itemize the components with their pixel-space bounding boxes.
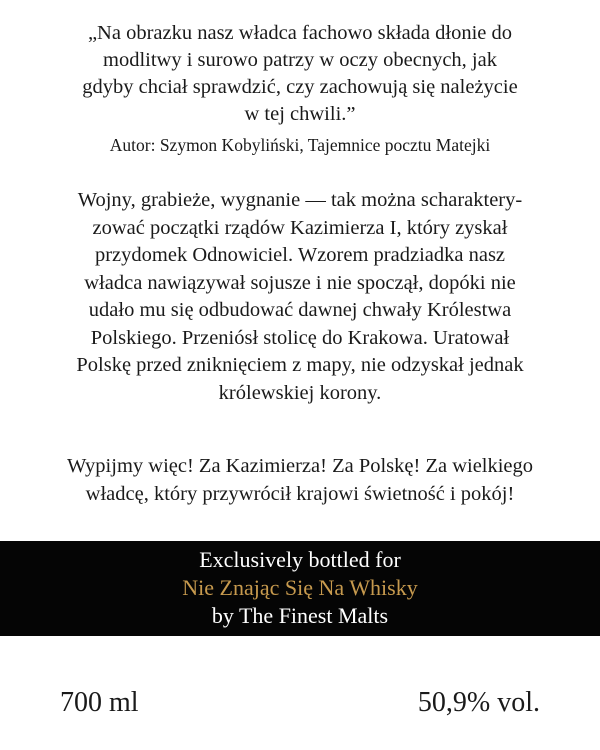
bottler-banner	[0, 541, 600, 636]
quote-block	[0, 20, 600, 128]
paragraph-line: Wypijmy więc! Za Kazimierza! Za Polskę! Za wielkiego	[66, 455, 534, 477]
quote-author: Autor: Szymon Kobyliński, Tajemnice pocztu Matejki	[109, 135, 491, 155]
toast-paragraph	[0, 453, 600, 508]
paragraph-line: władca nawiązywał sojusze i nie spoczął, dopóki nie	[84, 271, 516, 294]
abv-label: 50,9% vol.	[417, 687, 540, 718]
volume-label: 700 ml	[60, 687, 139, 718]
quote-line: modlitwy i surowo patrzy w oczy obecnych, jak	[103, 49, 497, 71]
paragraph-line: Polskę przed zniknięciem z mapy, nie odzyskał jednak	[76, 354, 524, 376]
paragraph-line: Polskiego. Przeniósł stolicę do Krakowa. Uratował	[90, 326, 510, 349]
paragraph-line: przydomek Odnowiciel. Wzorem pradziadka nasz	[94, 244, 506, 266]
paragraph-line: udało mu się odbudować dawnej chwały Królestwa	[88, 299, 512, 321]
paragraph-line: Wojny, grabieże, wygnanie — tak można scharaktery-	[77, 189, 523, 211]
paragraph-line: zować początki rządów Kazimierza I, który zyskał	[92, 216, 508, 239]
brand-name: Nie Znając Się Na Whisky	[182, 575, 418, 600]
quote-line: w tej chwili.”	[244, 103, 356, 125]
paragraph-line: władcę, który przywrócił krajowi świetność i pokój!	[85, 482, 515, 505]
quote-line: gdyby chciał sprawdzić, czy zachowują się należycie	[82, 76, 518, 98]
paragraph-line: królewskiej korony.	[218, 381, 382, 404]
history-paragraph	[0, 187, 600, 407]
bottled-for-text: Exclusively bottled for	[199, 547, 401, 572]
bottler-name: by The Finest Malts	[211, 603, 389, 628]
quote-line: „Na obrazku nasz władca fachowo składa dłonie do	[87, 22, 513, 44]
